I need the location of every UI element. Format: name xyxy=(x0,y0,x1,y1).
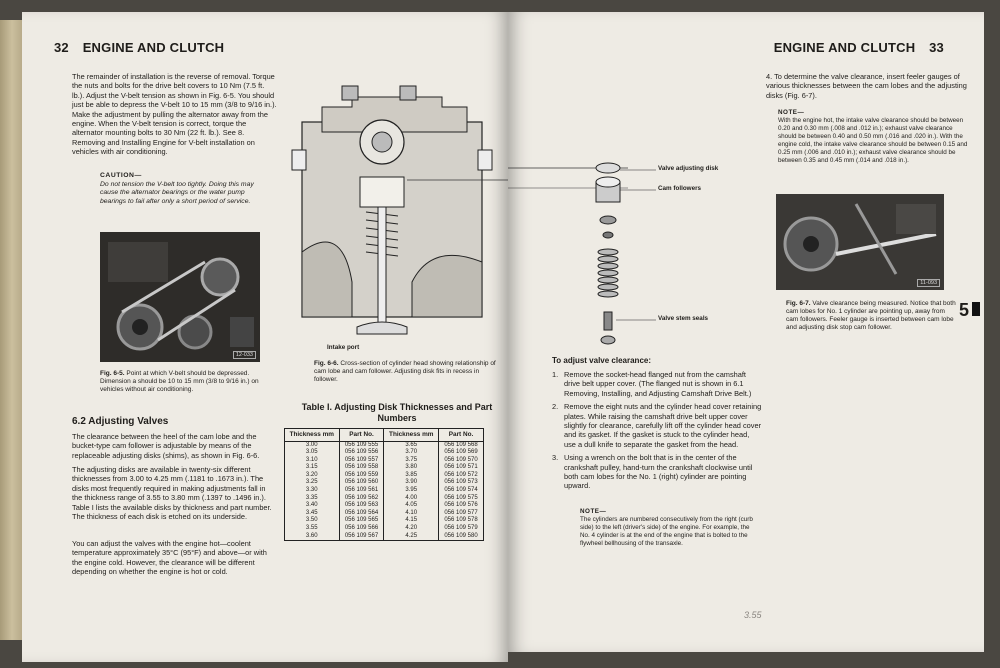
table-cell: 3.85 xyxy=(384,472,439,480)
list-item xyxy=(552,453,762,491)
left-page xyxy=(22,12,508,662)
fig-6-7-caption xyxy=(786,300,956,332)
table-row xyxy=(285,457,484,465)
table-row xyxy=(285,487,484,495)
table-cell: 056 109 558 xyxy=(339,464,384,472)
table-cell: 056 109 570 xyxy=(439,457,484,465)
table-cell: 056 109 562 xyxy=(339,495,384,503)
table-row xyxy=(285,441,484,449)
table-cell: 4.15 xyxy=(384,517,439,525)
table-row xyxy=(285,464,484,472)
table-cell: 3.70 xyxy=(384,449,439,457)
note-1-text: With the engine hot, the intake valve clearance should be between 0.20 and 0.30 mm (.008 and .012 in.); exhaust valve clearance should be between 0.40 and 0.50 mm (.016 and .020 in.). With the engine cold, the intake valve clearance should be between 0.15 and 0.25 mm (.006 and .010 in.); exhaust valve clearance should be between 0.35 and 0.45 mm (.014 and .018 in.). xyxy=(778,117,968,164)
fig-6-6-caption xyxy=(314,360,499,384)
table-cell: 3.10 xyxy=(285,457,340,465)
note-1-title: NOTE— xyxy=(778,109,805,116)
section-tab xyxy=(959,299,980,321)
table-cell: 3.80 xyxy=(384,464,439,472)
para-clearance: The clearance between the heel of the cam lobe and the bucket-type cam follower is adjustable by means of the replaceable adjusting disks (shims), as shown in Fig. 6-6. xyxy=(72,432,260,460)
table-cell: 3.40 xyxy=(285,502,340,510)
table-row xyxy=(285,533,484,541)
caution-title: CAUTION— xyxy=(100,172,142,179)
right-header xyxy=(774,40,944,55)
table-cell: 056 109 578 xyxy=(439,517,484,525)
photo-1-label: 12-033 xyxy=(233,351,256,359)
table-cell: 056 109 565 xyxy=(339,517,384,525)
table-cell: 4.00 xyxy=(384,495,439,503)
table-row xyxy=(285,479,484,487)
table-cell: 056 109 574 xyxy=(439,487,484,495)
table-cell: 056 109 566 xyxy=(339,525,384,533)
section-title: 6.2 Adjusting Valves xyxy=(72,416,169,427)
photo-2-label: 11-093 xyxy=(917,279,940,287)
fig-6-5-caption xyxy=(100,370,270,394)
table-cell: 056 109 563 xyxy=(339,502,384,510)
note-cylinders xyxy=(580,508,760,548)
table-cell: 3.90 xyxy=(384,479,439,487)
disk-thickness-table xyxy=(284,428,484,541)
table-row xyxy=(285,517,484,525)
table-cell: 3.50 xyxy=(285,517,340,525)
table-cell: 056 109 577 xyxy=(439,510,484,518)
list-item xyxy=(552,402,762,449)
table-cell: 3.15 xyxy=(285,464,340,472)
intro-paragraph: The remainder of installation is the reverse of removal. Torque the nuts and bolts for the drive belt covers to 10 Nm (7.5 ft. lb.). Adjust the V-belt tension as shown in Fig. 6-5. You should just be able to depress the V-belt 10 to 15 mm (3/8 to 9/16 in.). Make the adjustment by pulling the alternator away from the engine. When the V-belt tension is correct, torque the alternator mounting bolts to 30 Nm (22 ft. lb.). See 8. Removing and Installing Engine for V-belt installation on vehicles with air conditioning. xyxy=(72,72,277,157)
caution-box xyxy=(100,172,268,206)
intake-port-label: Intake port xyxy=(327,344,360,351)
fig-6-5-number: Fig. 6-5. xyxy=(100,370,125,377)
table-cell: 3.75 xyxy=(384,457,439,465)
caution-text: Do not tension the V-belt too tightly. Doing this may cause the alternator bearings or the water pump bearings to fail after only a short period of service. xyxy=(100,180,254,205)
table-cell: 3.45 xyxy=(285,510,340,518)
table-cell: 4.25 xyxy=(384,533,439,541)
adjust-steps-list xyxy=(552,370,762,495)
section-tab-marker xyxy=(972,302,980,316)
label-adjusting-disk: Valve adjusting disk xyxy=(658,165,719,172)
table-header-cell: Part No. xyxy=(339,429,384,442)
step-4: 4. To determine the valve clearance, insert feeler gauges of various thicknesses between the cam lobes and the adjusting disks (Fig. 6-7). xyxy=(766,72,967,100)
table-header-row xyxy=(285,429,484,442)
page-edges xyxy=(0,20,24,640)
table-header-cell: Thickness mm xyxy=(384,429,439,442)
table-cell: 056 109 576 xyxy=(439,502,484,510)
step-text: Remove the socket-head flanged nut from the camshaft drive belt upper cover. (The flanged nut is shown in 6.1 Removing, Installing, and Adjusting Camshaft Drive Belt.) xyxy=(564,370,752,398)
table-cell: 3.95 xyxy=(384,487,439,495)
list-item xyxy=(552,370,762,398)
table-cell: 056 109 580 xyxy=(439,533,484,541)
table-cell: 3.65 xyxy=(384,441,439,449)
table-cell: 3.55 xyxy=(285,525,340,533)
table-cell: 056 109 567 xyxy=(339,533,384,541)
table-row xyxy=(285,510,484,518)
table-cell: 3.30 xyxy=(285,487,340,495)
table-cell: 056 109 571 xyxy=(439,464,484,472)
table-cell: 056 109 564 xyxy=(339,510,384,518)
note-clearance xyxy=(778,109,968,165)
fig-6-6-number: Fig. 6-6. xyxy=(314,360,339,367)
note-2-title: NOTE— xyxy=(580,508,607,515)
table-cell: 056 109 556 xyxy=(339,449,384,457)
right-page xyxy=(508,12,984,652)
table-row xyxy=(285,472,484,480)
right-header-title: ENGINE AND CLUTCH xyxy=(773,40,916,55)
table-cell: 056 109 572 xyxy=(439,472,484,480)
step-number: 1. xyxy=(552,370,559,379)
pencil-mark: 3.55 xyxy=(744,610,762,620)
table-cell: 056 109 573 xyxy=(439,479,484,487)
table-cell: 056 109 559 xyxy=(339,472,384,480)
table-cell: 3.05 xyxy=(285,449,340,457)
table-cell: 056 109 579 xyxy=(439,525,484,533)
step-number: 3. xyxy=(552,453,559,463)
left-header xyxy=(54,40,224,55)
step-text: Using a wrench on the bolt that is in the center of the crankshaft pulley, hand-turn the crankshaft clockwise until both cam lobes for the No. 1 (right) cylinder are pointing upward. xyxy=(564,453,753,491)
table-cell: 3.35 xyxy=(285,495,340,503)
table-cell: 3.25 xyxy=(285,479,340,487)
section-tab-number: 5 xyxy=(958,300,969,320)
step-number: 2. xyxy=(552,402,559,412)
fig-6-7-number: Fig. 6-7. xyxy=(786,300,811,307)
left-header-title: ENGINE AND CLUTCH xyxy=(82,40,225,55)
table-title: Table I. Adjusting Disk Thicknesses and Part Numbers xyxy=(301,402,493,423)
label-cam-followers: Cam followers xyxy=(658,185,702,192)
table-row xyxy=(285,449,484,457)
fig-6-6-text: Cross-section of cylinder head showing relationship of cam lobe and cam follower. Adjusting disk fits in recess in follower. xyxy=(314,360,496,383)
table-cell: 4.10 xyxy=(384,510,439,518)
fig-6-7-text: Valve clearance being measured. Notice that both cam lobes for No. 1 cylinder are pointing up, away from cam followers. Feeler gauge is inserted between cam lobe and adjusting disk stop cam follower. xyxy=(786,300,956,331)
table-cell: 056 109 575 xyxy=(439,495,484,503)
photo-feeler-gauge xyxy=(776,194,944,290)
table-header-cell: Thickness mm xyxy=(285,429,340,442)
feeler-gauge-photo-icon xyxy=(776,194,944,290)
table-cell: 056 109 555 xyxy=(339,441,384,449)
table-cell: 4.05 xyxy=(384,502,439,510)
table-cell: 3.00 xyxy=(285,441,340,449)
exploded-parts-diagram xyxy=(508,160,768,350)
fig-6-5-text: Point at which V-belt should be depressed. Dimension a should be 10 to 15 mm (3/8 to 9/16 in.) on vehicles without air conditioning. xyxy=(100,370,259,393)
label-stem-seals: Valve stem seals xyxy=(658,315,709,322)
table-row xyxy=(285,502,484,510)
table-cell: 056 109 568 xyxy=(439,441,484,449)
left-page-number: 32 xyxy=(54,40,69,55)
table-cell: 056 109 557 xyxy=(339,457,384,465)
para-hot-cold: You can adjust the valves with the engine hot—coolent temperature approximately 35°C (95°F) and above—or with the engine cold. However, the clearance will be different depending on whether the engine is hot or cold. xyxy=(72,539,267,577)
table-cell: 3.60 xyxy=(285,533,340,541)
right-page-number: 33 xyxy=(929,40,944,55)
engine-photo-icon xyxy=(100,232,260,362)
table-cell: 4.20 xyxy=(384,525,439,533)
table-cell: 056 109 561 xyxy=(339,487,384,495)
table-cell: 3.20 xyxy=(285,472,340,480)
cylinder-head-diagram xyxy=(282,72,508,372)
table-cell: 056 109 560 xyxy=(339,479,384,487)
adjust-title: To adjust valve clearance: xyxy=(552,356,652,365)
table-header-cell: Part No. xyxy=(439,429,484,442)
table-row xyxy=(285,495,484,503)
table-cell: 056 109 569 xyxy=(439,449,484,457)
para-disks: The adjusting disks are available in twenty-six different thicknesses from 3.00 to 4.25 mm (.1181 to .1673 in.). The disks most frequently required in making adjustments fall in the thickness range of 3.55 to 3.80 mm (.1397 to .1496 in.). Table I lists the available disks by thickness and part number. The thickness of each disk is etched on its underside. xyxy=(72,465,272,522)
note-2-text: The cylinders are numbered consecutively from the right (curb side) to the left (driver's side) of the engine. For example, the No. 4 cylinder is at the end of the engine that is bolted to the flywheel bellhousing of the transaxle. xyxy=(580,516,753,547)
table-row xyxy=(285,525,484,533)
photo-vbelt xyxy=(100,232,260,362)
step-text: Remove the eight nuts and the cylinder head cover retaining plates. While raising the camshaft drive belt upper cover slightly for clearance, carefully lift off the cylinder head cover and its gasket. If the gasket is stuck to the cylinder head, use a dull knife to separate the gasket from the head. xyxy=(564,402,762,449)
